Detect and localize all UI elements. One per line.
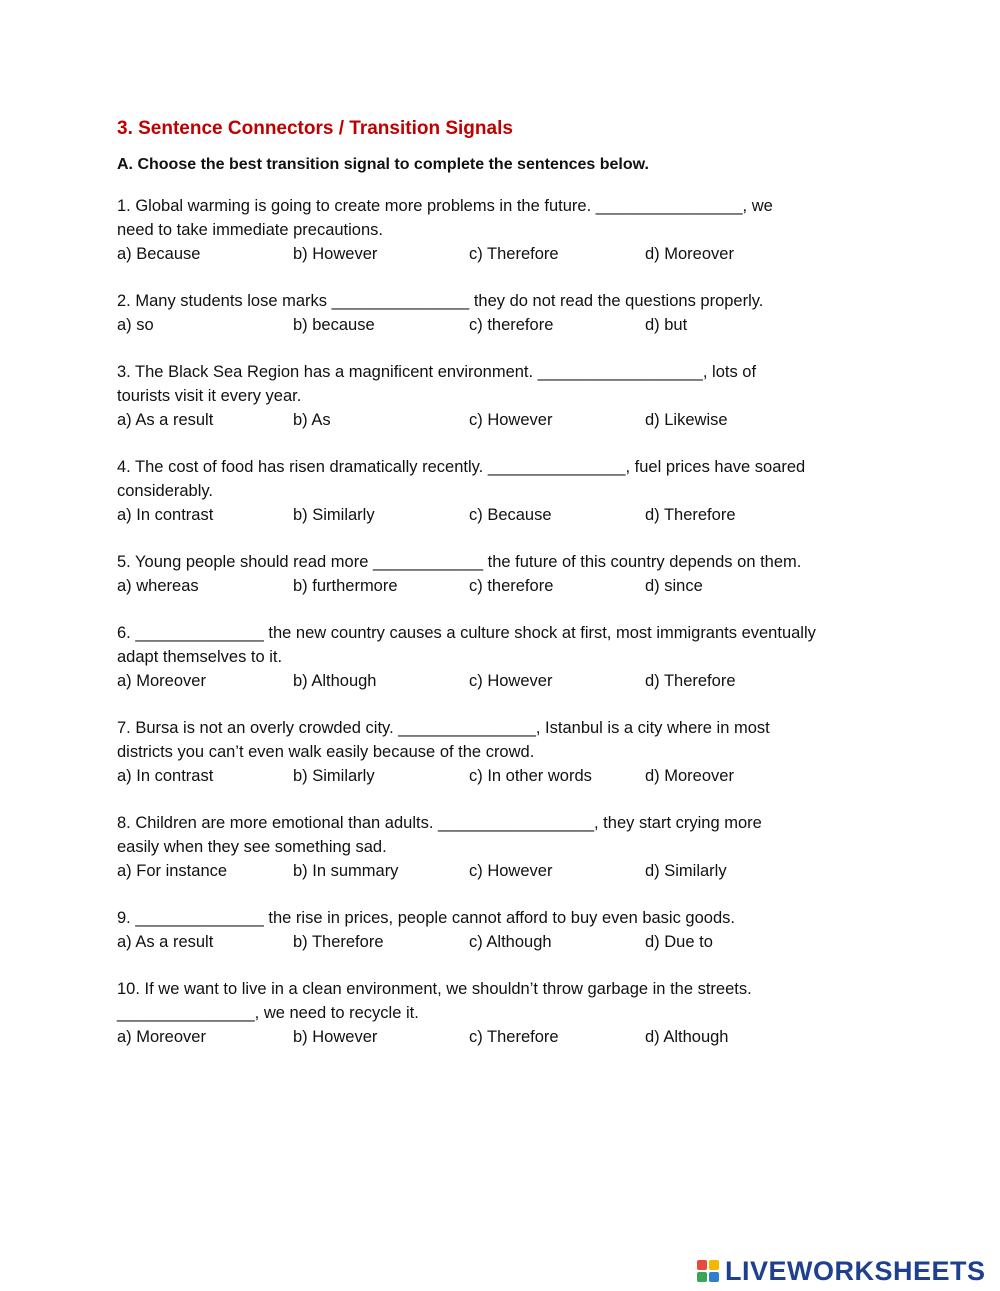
answer-option[interactable]: c) In other words [469, 767, 592, 785]
logo-square-red [697, 1260, 707, 1270]
question-stem: 2. Many students lose marks _______________ they do not read the questions properly. [117, 292, 764, 310]
answer-option[interactable]: a) so [117, 316, 154, 334]
question-item [117, 811, 897, 883]
answer-option[interactable]: b) In summary [293, 862, 399, 880]
answer-option[interactable]: d) Moreover [645, 767, 734, 785]
answer-option[interactable]: c) However [469, 862, 553, 880]
question-stem: 1. Global warming is going to create more problems in the future. ________________, we need to take immediate precautions. [117, 197, 773, 239]
question-stem: 10. If we want to live in a clean environment, we shouldn’t throw garbage in the streets. _______________, we need to recycle it. [117, 980, 752, 1022]
logo-text: LIVEWORKSHEETS [725, 1255, 986, 1286]
logo-icon [697, 1260, 719, 1282]
question-stem: 7. Bursa is not an overly crowded city. _______________, Istanbul is a city where in most districts you can’t even walk easily because of the crowd. [117, 719, 770, 761]
answer-options [117, 313, 897, 337]
answer-option[interactable]: d) Therefore [645, 506, 736, 524]
answer-options [117, 859, 897, 883]
answer-option[interactable]: c) However [469, 411, 553, 429]
worksheet [117, 118, 897, 1072]
worksheet-instruction: A. Choose the best transition signal to complete the sentences below. [117, 156, 649, 173]
question-stem: 4. The cost of food has risen dramatically recently. _______________, fuel prices have soared considerably. [117, 458, 806, 500]
question-stem: 5. Young people should read more ____________ the future of this country depends on them. [117, 553, 802, 571]
answer-option[interactable]: d) Although [645, 1028, 729, 1046]
answer-option[interactable]: d) but [645, 316, 688, 334]
answer-options [117, 669, 897, 693]
answer-option[interactable]: a) Moreover [117, 1028, 206, 1046]
question-list [117, 194, 897, 1049]
answer-option[interactable]: c) Therefore [469, 245, 559, 263]
logo-square-green [697, 1272, 707, 1282]
answer-option[interactable]: d) since [645, 577, 703, 595]
question-item [117, 289, 897, 337]
answer-options [117, 242, 897, 266]
answer-options [117, 1025, 897, 1049]
answer-option[interactable]: a) Moreover [117, 672, 206, 690]
answer-option[interactable]: a) In contrast [117, 767, 214, 785]
logo-square-blue [709, 1272, 719, 1282]
question-stem: 8. Children are more emotional than adults. _________________, they start crying more easily when they see something sad. [117, 814, 762, 856]
answer-option[interactable]: c) therefore [469, 316, 554, 334]
question-item [117, 194, 897, 266]
question-item [117, 360, 897, 432]
question-item [117, 716, 897, 788]
question-item [117, 906, 897, 954]
answer-option[interactable]: d) Due to [645, 933, 713, 951]
answer-option[interactable]: c) therefore [469, 577, 554, 595]
answer-option[interactable]: b) Therefore [293, 933, 384, 951]
answer-option[interactable]: b) Similarly [293, 767, 375, 785]
worksheet-title: 3. Sentence Connectors / Transition Signals [117, 118, 513, 139]
answer-option[interactable]: c) Although [469, 933, 552, 951]
answer-option[interactable]: b) However [293, 245, 378, 263]
answer-options [117, 503, 897, 527]
question-stem: 3. The Black Sea Region has a magnificent environment. __________________, lots of tourists visit it every year. [117, 363, 757, 405]
answer-option[interactable]: b) Although [293, 672, 377, 690]
answer-options [117, 408, 897, 432]
answer-option[interactable]: b) furthermore [293, 577, 398, 595]
question-stem: 9. ______________ the rise in prices, people cannot afford to buy even basic goods. [117, 909, 735, 927]
logo-square-yellow [709, 1260, 719, 1270]
answer-option[interactable]: a) Because [117, 245, 201, 263]
question-stem: 6. ______________ the new country causes a culture shock at first, most immigrants eventually adapt themselves to it. [117, 624, 816, 666]
answer-option[interactable]: a) As a result [117, 933, 214, 951]
question-item [117, 977, 897, 1049]
answer-option[interactable]: b) because [293, 316, 375, 334]
answer-options [117, 930, 897, 954]
answer-option[interactable]: d) Similarly [645, 862, 727, 880]
answer-option[interactable]: b) As [293, 411, 331, 429]
answer-option[interactable]: b) Similarly [293, 506, 375, 524]
answer-option[interactable]: d) Moreover [645, 245, 734, 263]
question-item [117, 455, 897, 527]
answer-option[interactable]: a) For instance [117, 862, 228, 880]
answer-option[interactable]: c) Therefore [469, 1028, 559, 1046]
answer-option[interactable]: a) In contrast [117, 506, 214, 524]
answer-option[interactable]: c) However [469, 672, 553, 690]
answer-option[interactable]: c) Because [469, 506, 552, 524]
answer-option[interactable]: a) whereas [117, 577, 199, 595]
liveworksheets-logo [697, 1256, 986, 1286]
question-item [117, 550, 897, 598]
answer-option[interactable]: b) However [293, 1028, 378, 1046]
answer-options [117, 574, 897, 598]
question-item [117, 621, 897, 693]
answer-options [117, 764, 897, 788]
answer-option[interactable]: a) As a result [117, 411, 214, 429]
answer-option[interactable]: d) Therefore [645, 672, 736, 690]
answer-option[interactable]: d) Likewise [645, 411, 728, 429]
